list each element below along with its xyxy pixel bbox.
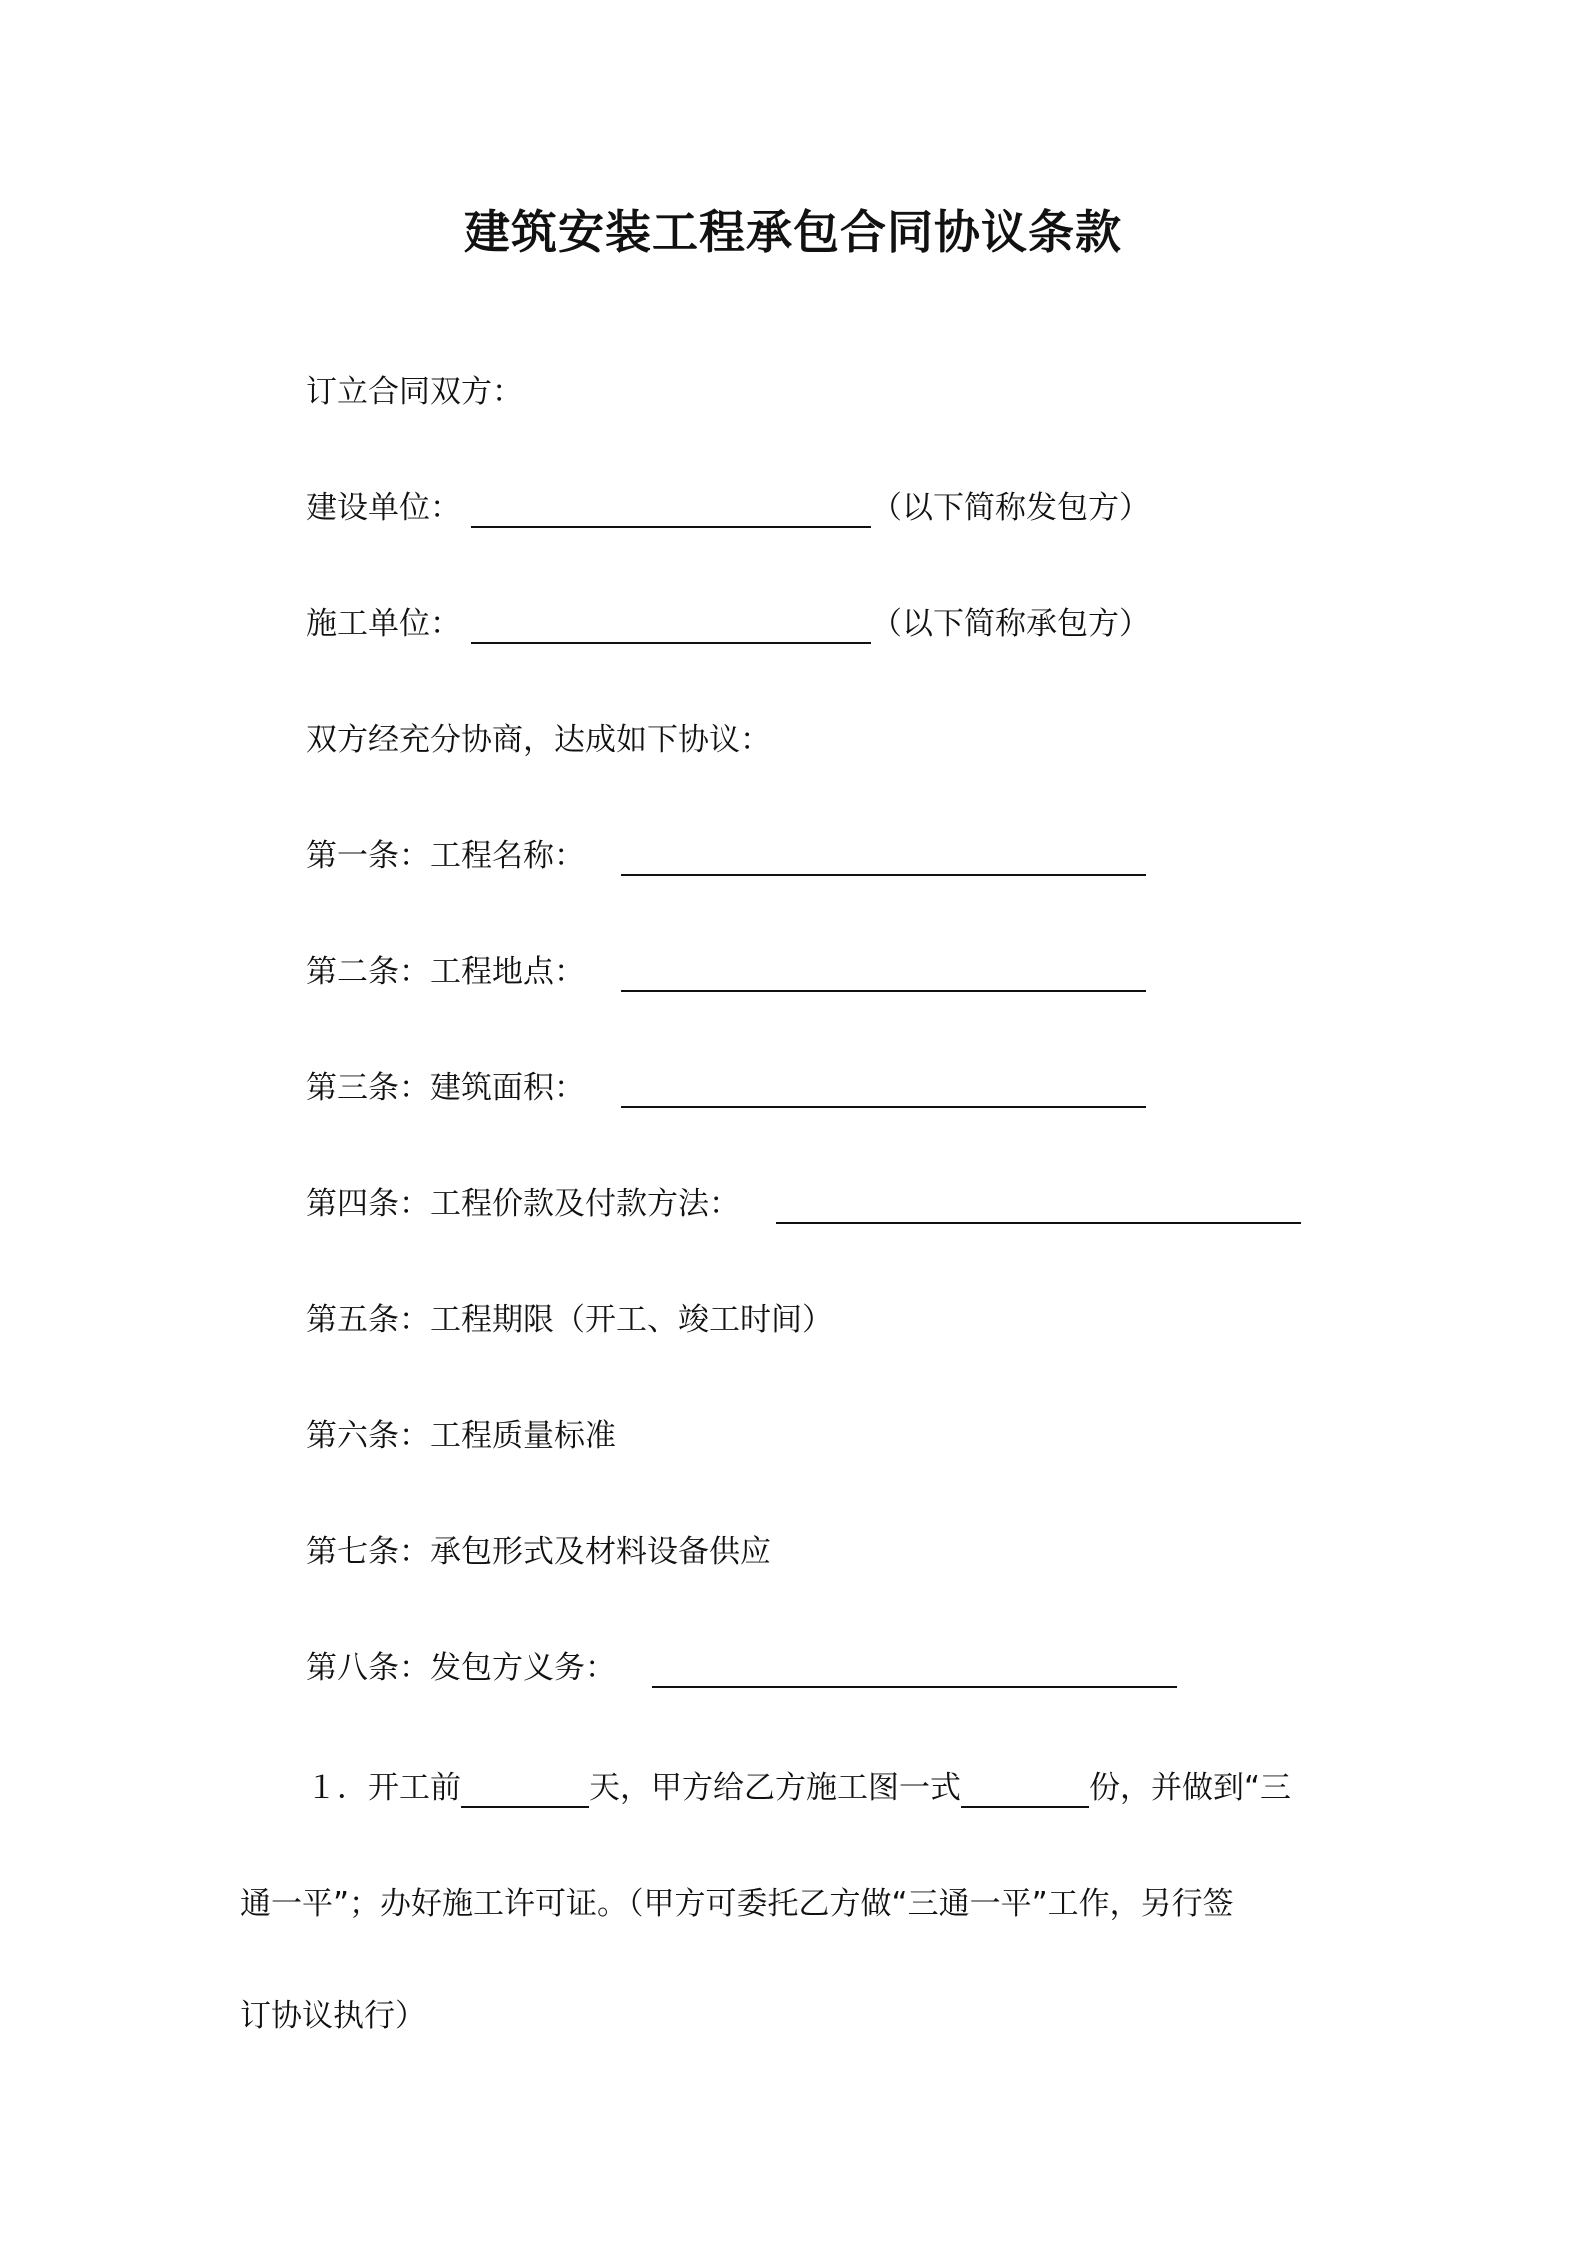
clause-1-line-2: 通一平”；办好施工许可证。（甲方可委托乙方做“三通一平”工作，另行签	[240, 1886, 1234, 1922]
client-label: 建设单位：	[306, 490, 461, 526]
building-area-blank[interactable]	[621, 1072, 1146, 1108]
contractor-blank-field[interactable]	[471, 608, 871, 644]
price-payment-blank[interactable]	[776, 1188, 1301, 1224]
client-suffix: （以下简称发包方）	[871, 490, 1150, 526]
contractor-label: 施工单位：	[306, 606, 461, 642]
contractor-row	[306, 604, 1150, 644]
clause-1-part-3: 份，并做到“三	[1089, 1770, 1292, 1806]
document-title: 建筑安装工程承包合同协议条款	[464, 205, 1122, 259]
project-name-blank[interactable]	[621, 840, 1146, 876]
article-8-row	[306, 1648, 1177, 1688]
client-row	[306, 488, 1150, 528]
parties-heading: 订立合同双方：	[306, 374, 523, 410]
clause-1-line-3: 订协议执行）	[240, 1998, 426, 2034]
article-2-row	[306, 952, 1146, 992]
article-4-label: 第四条：工程价款及付款方法：	[306, 1186, 740, 1222]
article-2-label: 第二条：工程地点：	[306, 954, 585, 990]
article-4-row	[306, 1184, 1301, 1224]
client-duties-blank[interactable]	[652, 1652, 1177, 1688]
article-1-row	[306, 836, 1146, 876]
clause-1-part-2: 天，甲方给乙方施工图一式	[589, 1770, 961, 1806]
clause-1-part-1: １．开工前	[306, 1770, 461, 1806]
article-3-label: 第三条：建筑面积：	[306, 1070, 585, 1106]
article-5-label: 第五条：工程期限（开工、竣工时间）	[306, 1302, 833, 1338]
contractor-suffix: （以下简称承包方）	[871, 606, 1150, 642]
copies-blank[interactable]	[961, 1772, 1089, 1808]
article-6-label: 第六条：工程质量标准	[306, 1418, 616, 1454]
article-1-label: 第一条：工程名称：	[306, 838, 585, 874]
agreement-line: 双方经充分协商，达成如下协议：	[306, 722, 771, 758]
clause-1-line-1	[306, 1768, 1291, 1808]
client-blank-field[interactable]	[471, 492, 871, 528]
project-location-blank[interactable]	[621, 956, 1146, 992]
article-3-row	[306, 1068, 1146, 1108]
days-blank[interactable]	[461, 1772, 589, 1808]
article-7-label: 第七条：承包形式及材料设备供应	[306, 1534, 771, 1570]
article-8-label: 第八条：发包方义务：	[306, 1650, 616, 1686]
